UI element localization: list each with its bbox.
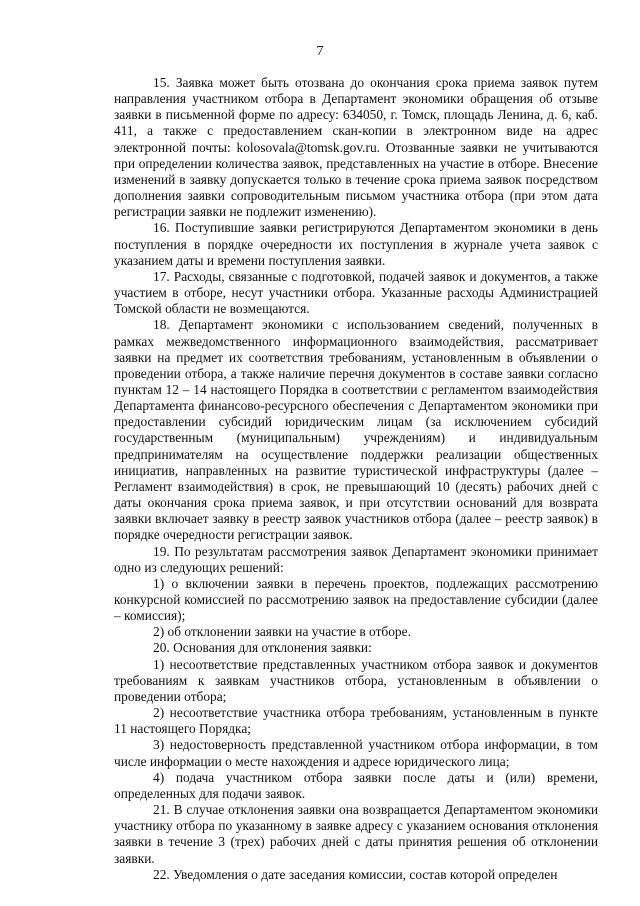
paragraph-20-item-1: 1) несоответствие представленных участником отбора заявок и документов требованиям к заявкам участников отбора, установленным в объявлении о проведении отбора; — [114, 656, 598, 704]
paragraph-15: 15. Заявка может быть отозвана до окончания срока приема заявок путем направления участником отбора в Департамент экономики обращения об отзыве заявки в письменной форме по адресу: 634050, г. Томск, площадь Ленина, д. 6, каб. 411, а также с предоставлением скан-копии в электронном виде на адрес электронной почты: kolosovala@tomsk.gov.ru. Отозванные заявки не учитываются при определении количества заявок, представленных на участие в отборе. Внесение изменений в заявку допускается только в течение срока приема заявок посредством дополнения заявки сопроводительным письмом участника отбора (при этом дата регистрации заявки не подлежит изменению). — [114, 75, 598, 220]
paragraph-21: 21. В случае отклонения заявки она возвращается Департаментом экономики участнику отбора по указанному в заявке адресу с указанием основания отклонения заявки в течение 3 (трех) рабочих дней с даты принятия решения об отклонении заявки. — [114, 802, 598, 866]
paragraph-20-item-3: 3) недостоверность представленной участником отбора информации, в том числе информации о месте нахождения и адресе юридического лица; — [114, 737, 598, 769]
paragraph-20: 20. Основания для отклонения заявки: — [153, 640, 372, 656]
paragraph-16: 16. Поступившие заявки регистрируются Департаментом экономики в день поступления в порядке очередности их поступления в журнале учета заявок с указанием даты и времени поступления заявки. — [114, 220, 598, 268]
paragraph-22: 22. Уведомления о дате заседания комиссии, состав которой определен — [153, 866, 558, 882]
paragraph-19: 19. По результатам рассмотрения заявок Департамент экономики принимает одно из следующих решений: — [114, 543, 598, 575]
paragraph-19-item-2: 2) об отклонении заявки на участие в отборе. — [153, 624, 411, 640]
paragraph-18: 18. Департамент экономики с использованием сведений, полученных в рамках межведомственного информационного взаимодействия, рассматривает заявки на предмет их соответствия требованиям, установленным в объявлении о проведении отбора, а также наличие перечня документов в составе заявки согласно пунктам 12 – 14 настоящего Порядка в соответствии с регламентом взаимодействия Департамента финансово-ресурсного обеспечения с Департаментом экономики при предоставлении субсидий юридическим лицам (за исключением субсидий государственным (муниципальным) учреждениям) и индивидуальным предпринимателям на осуществление поддержки реализации общественных инициатив, направленных на развитие туристической инфраструктуры (далее – Регламент взаимодействия) в срок, не превышающий 10 (десять) рабочих дней с даты окончания срока приема заявок, и при отсутствии оснований для возврата заявки включает заявку в реестр заявок участников отбора (далее – реестр заявок) в порядке очередности регистрации заявок. — [114, 317, 598, 543]
paragraph-20-item-2: 2) несоответствие участника отбора требованиям, установленным в пункте 11 настоящего Порядка; — [114, 705, 598, 737]
page-number: 7 — [316, 44, 324, 59]
document-body — [114, 75, 598, 883]
paragraph-17: 17. Расходы, связанные с подготовкой, подачей заявок и документов, а также участием в отборе, несут участники отбора. Указанные расходы Администрацией Томской области не возмещаются. — [114, 268, 598, 317]
paragraph-20-item-4: 4) подача участником отбора заявки после даты и (или) времени, определенных для подачи заявок. — [114, 769, 598, 801]
paragraph-19-item-1: 1) о включении заявки в перечень проектов, подлежащих рассмотрению конкурсной комиссией по рассмотрению заявок на предоставление субсидии (далее – комиссия); — [114, 575, 598, 624]
